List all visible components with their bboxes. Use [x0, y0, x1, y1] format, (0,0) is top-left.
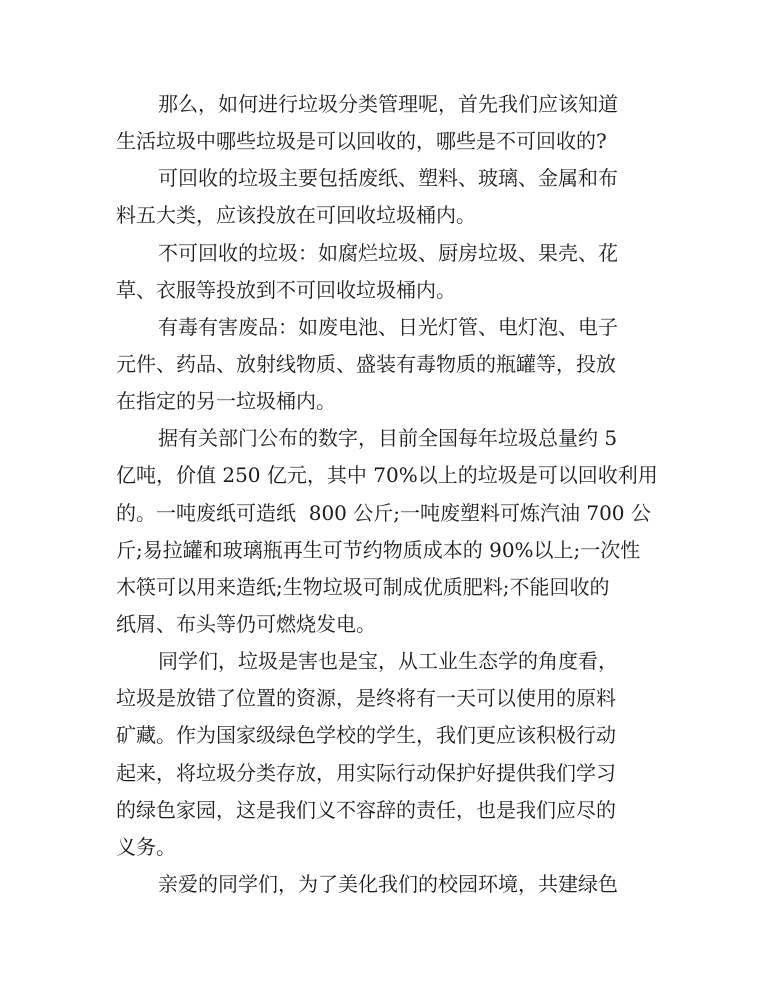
text-line: 同学们，垃圾是害也是宝，从工业生态学的角度看， — [158, 649, 618, 673]
text-line: 亲爱的同学们，为了美化我们的校园环境，共建绿色 — [158, 872, 618, 896]
text-line: 可回收的垃圾主要包括废纸、塑料、玻璃、金属和布 — [158, 166, 618, 190]
text-line: 的。一吨废纸可造纸 800 公斤;一吨废塑料可炼汽油 700 公 — [116, 501, 651, 525]
text-line: 有毒有害废品：如废电池、日光灯管、电灯泡、电子 — [158, 315, 618, 339]
text-line: 垃圾是放错了位置的资源，是终将有一天可以使用的原料 — [116, 686, 616, 710]
text-line: 亿吨，价值 250 亿元，其中 70%以上的垃圾是可以回收利用 — [116, 463, 658, 487]
text-line: 在指定的另一垃圾桶内。 — [116, 389, 336, 413]
text-line: 起来，将垃圾分类存放，用实际行动保护好提供我们学习 — [116, 761, 616, 785]
text-line: 斤;易拉罐和玻璃瓶再生可节约物质成本的 90%以上;一次性 — [116, 538, 641, 562]
text-line: 的绿色家园，这是我们义不容辞的责任，也是我们应尽的 — [116, 798, 616, 822]
text-line: 矿藏。作为国家级绿色学校的学生，我们更应该积极行动 — [116, 723, 616, 747]
text-line: 纸屑、布头等仍可燃烧发电。 — [116, 612, 376, 636]
text-line: 据有关部门公布的数字，目前全国每年垃圾总量约 5 — [158, 426, 618, 450]
text-line: 元件、药品、放射线物质、盛装有毒物质的瓶罐等，投放 — [116, 352, 616, 376]
text-line: 料五大类，应该投放在可回收垃圾桶内。 — [116, 203, 476, 227]
text-line: 木筷可以用来造纸;生物垃圾可制成优质肥料;不能回收的 — [116, 575, 610, 599]
text-line: 不可回收的垃圾：如腐烂垃圾、厨房垃圾、果壳、花 — [158, 241, 618, 265]
text-line: 那么，如何进行垃圾分类管理呢，首先我们应该知道 — [158, 92, 618, 116]
text-line: 草、衣服等投放到不可回收垃圾桶内。 — [116, 278, 456, 302]
text-line: 生活垃圾中哪些垃圾是可以回收的，哪些是不可回收的? — [116, 129, 607, 153]
text-line: 义务。 — [116, 835, 176, 859]
